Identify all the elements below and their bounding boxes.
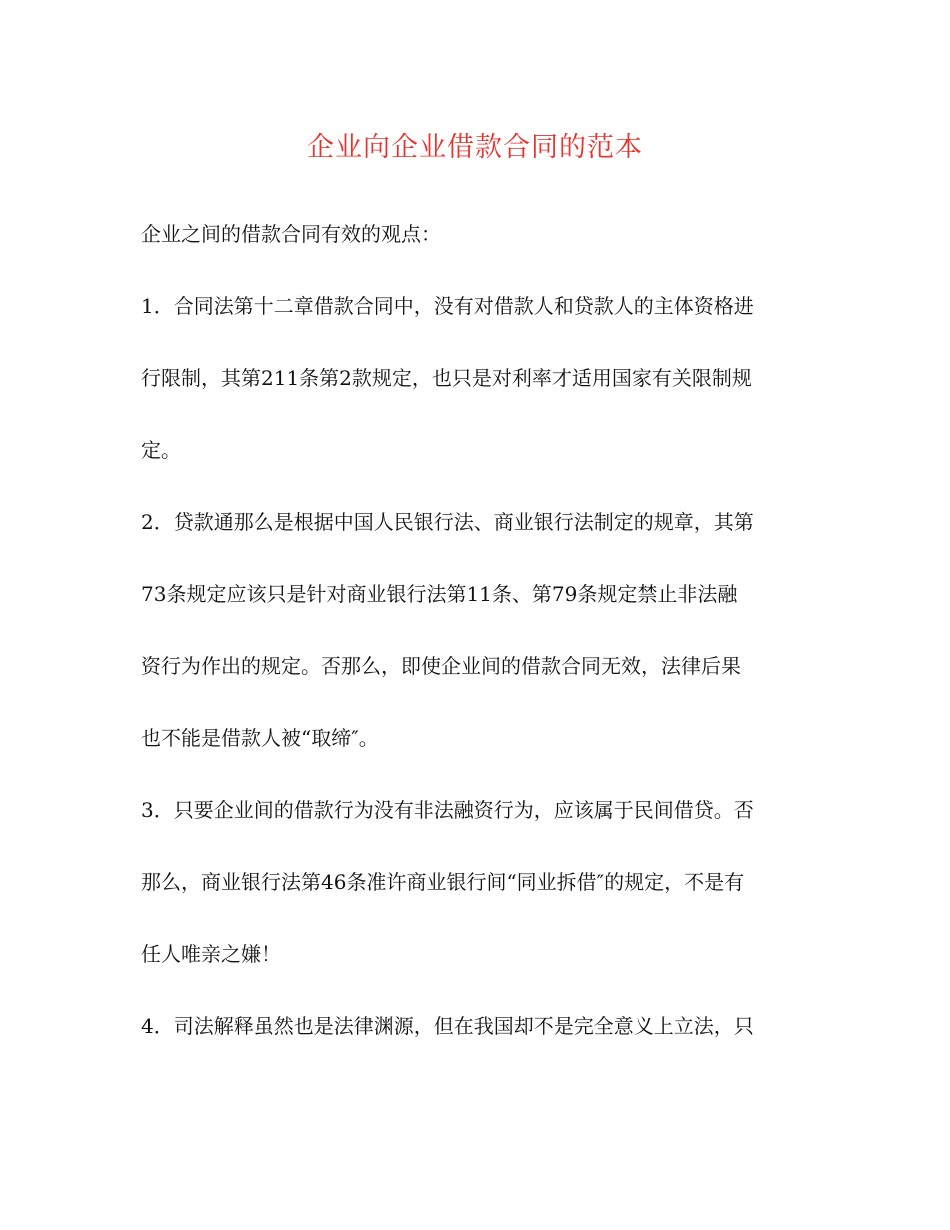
- point-2-line-2: 73条规定应该只是针对商业银行法第11条、第79条规定禁止非法融: [141, 582, 738, 606]
- point-2-line-1: 2．贷款通那么是根据中国人民银行法、商业银行法制定的规章，其第: [141, 510, 754, 534]
- intro-line: 企业之间的借款合同有效的观点：: [141, 222, 441, 246]
- point-3-line-1: 3．只要企业间的借款行为没有非法融资行为，应该属于民间借贷。否: [141, 798, 754, 822]
- point-4-line-1: 4．司法解释虽然也是法律渊源，但在我国却不是完全意义上立法，只: [141, 1014, 754, 1038]
- point-1-line-3: 定。: [141, 438, 181, 462]
- point-2-line-3: 资行为作出的规定。否那么，即使企业间的借款合同无效，法律后果: [141, 654, 741, 678]
- point-3-line-3: 任人唯亲之嫌！: [141, 942, 281, 966]
- point-1-line-1: 1．合同法第十二章借款合同中，没有对借款人和贷款人的主体资格进: [141, 294, 754, 318]
- point-3-line-2: 那么，商业银行法第46条准许商业银行间“同业拆借″的规定，不是有: [141, 870, 745, 894]
- point-2-line-4: 也不能是借款人被“取缔″。: [141, 726, 379, 750]
- point-1-line-2: 行限制，其第211条第2款规定，也只是对利率才适用国家有关限制规: [141, 366, 752, 390]
- document-title: 企业向企业借款合同的范本: [307, 132, 643, 163]
